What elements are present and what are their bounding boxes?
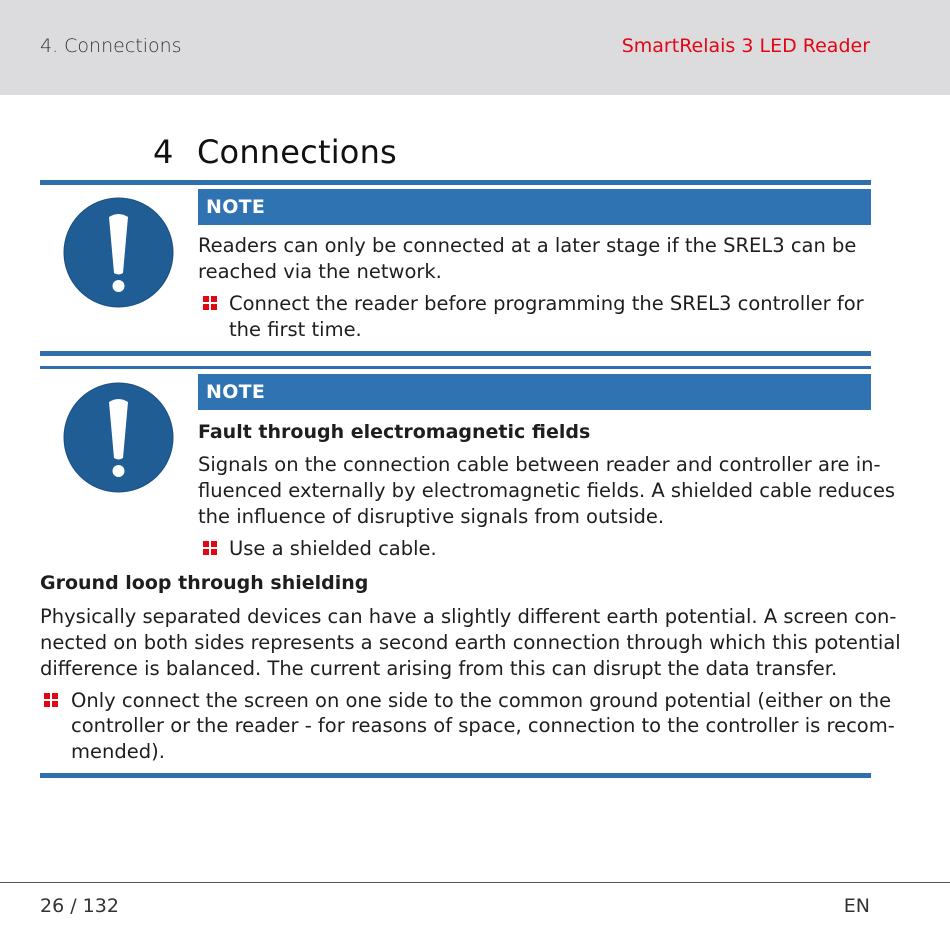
note-bottom-rule bbox=[40, 351, 871, 356]
chapter-number: 4 bbox=[153, 133, 174, 171]
note-label: NOTE bbox=[206, 381, 266, 403]
paragraph-line: Physically separated devices can have a slightly different earth potential. A screen con- bbox=[40, 605, 897, 628]
subheading: Ground loop through shielding bbox=[40, 572, 369, 594]
bullet-square-icon bbox=[203, 296, 217, 310]
header-section-title: 4. Connections bbox=[40, 35, 182, 57]
footer-rule bbox=[0, 882, 950, 883]
bullet-square-icon bbox=[44, 693, 58, 707]
note-label-bar bbox=[198, 374, 871, 410]
note-text-line: the influence of disruptive signals from outside. bbox=[198, 505, 665, 528]
note-label-bar bbox=[198, 189, 871, 225]
note-bullet-line: the first time. bbox=[229, 318, 362, 341]
note-text-line: reached via the network. bbox=[198, 260, 442, 283]
note-bottom-rule bbox=[40, 773, 871, 778]
note-top-rule bbox=[40, 180, 871, 185]
note-heading: Fault through electromagnetic fields bbox=[198, 421, 591, 443]
bullet-line: mended). bbox=[71, 740, 165, 763]
note-label: NOTE bbox=[206, 196, 266, 218]
exclamation-circle-icon bbox=[63, 197, 174, 308]
note-text-line: Signals on the connection cable between reader and controller are in- bbox=[198, 453, 881, 476]
exclamation-circle-icon bbox=[63, 382, 174, 493]
chapter-heading bbox=[153, 133, 397, 171]
paragraph-line: difference is balanced. The current arising from this can disrupt the data transfer. bbox=[40, 657, 838, 680]
bullet-line: Only connect the screen on one side to the common ground potential (either on the bbox=[71, 689, 892, 712]
note-top-rule bbox=[40, 366, 871, 369]
header-product-name: SmartRelais 3 LED Reader bbox=[621, 35, 870, 57]
note-text-line: fluenced externally by electromagnetic fields. A shielded cable reduces bbox=[198, 479, 896, 502]
paragraph-line: nected on both sides represents a second earth connection through which this potential bbox=[40, 631, 901, 654]
bullet-square-icon bbox=[203, 541, 217, 555]
page-number: 26 / 132 bbox=[40, 895, 119, 917]
note-text-line: Readers can only be connected at a later stage if the SREL3 can be bbox=[198, 234, 857, 257]
bullet-line: controller or the reader - for reasons of space, connection to the controller is recom- bbox=[71, 714, 895, 737]
chapter-title: Connections bbox=[197, 133, 397, 171]
note-bullet-line: Connect the reader before programming the SREL3 controller for bbox=[229, 292, 864, 315]
language-code: EN bbox=[843, 895, 870, 917]
page-header bbox=[0, 0, 950, 95]
note-bullet-line: Use a shielded cable. bbox=[229, 537, 437, 560]
